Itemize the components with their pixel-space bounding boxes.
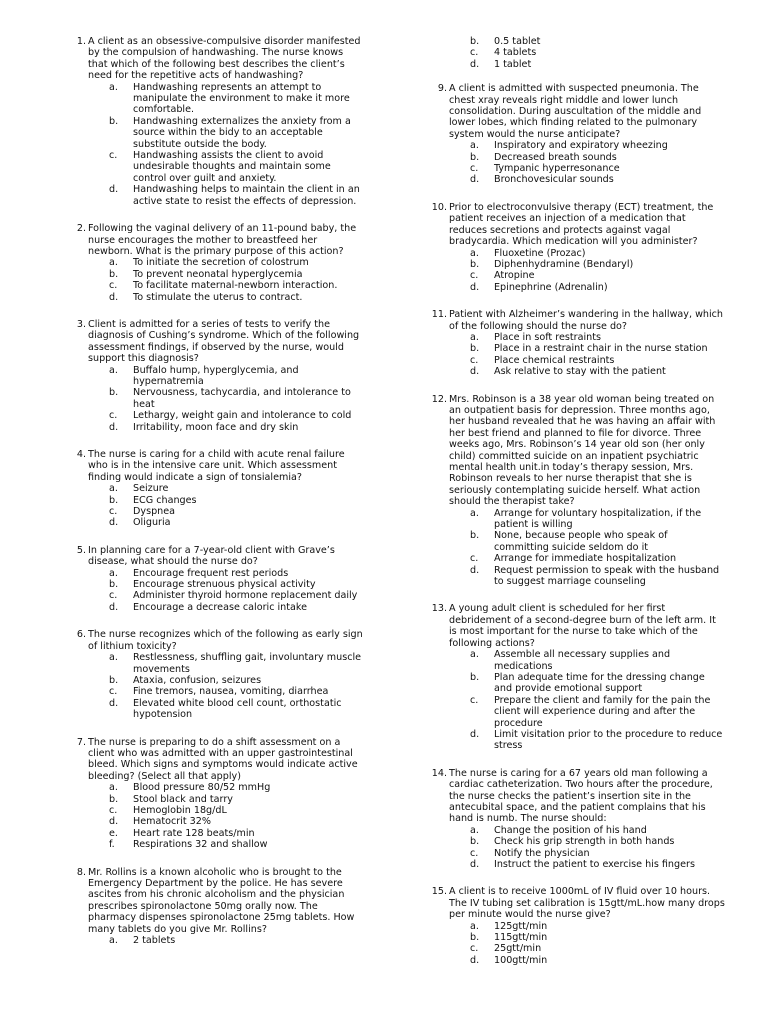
option-text: Stool black and tarry <box>133 793 233 805</box>
option-text: Encourage strenuous physical activity <box>133 579 316 591</box>
option-text: Hematocrit 32% <box>133 816 211 828</box>
answer-option <box>449 282 725 293</box>
option-text: Epinephrine (Adrenalin) <box>494 281 608 293</box>
answer-options <box>449 508 725 588</box>
option-letter: c. <box>109 150 118 162</box>
question-stem: The nurse is caring for a child with acute renal failure who is in the intensive care unit. Which assessment finding would indicate a sign of tonsialemia? <box>88 449 345 483</box>
option-letter: b. <box>109 579 119 591</box>
option-letter: a. <box>470 247 479 259</box>
answer-option <box>88 686 364 697</box>
answer-option <box>449 47 725 58</box>
answer-option <box>449 848 725 859</box>
option-letter: b. <box>470 258 480 270</box>
answer-option <box>88 292 364 303</box>
option-letter: d. <box>470 564 480 576</box>
question-item <box>64 629 364 720</box>
option-text: Decreased breath sounds <box>494 151 617 163</box>
answer-option <box>88 506 364 517</box>
question-stem: The nurse recognizes which of the following as early sign of lithium toxicity? <box>88 629 363 652</box>
option-text: Notify the physician <box>494 847 590 859</box>
option-letter: d. <box>470 174 480 186</box>
answer-options <box>449 140 725 186</box>
option-letter: b. <box>109 268 119 280</box>
option-text: Plan adequate time for the dressing change and provide emotional support <box>494 671 705 695</box>
question-item <box>64 319 364 433</box>
question-item <box>425 309 725 377</box>
answer-option <box>88 280 364 291</box>
option-text: Inspiratory and expiratory wheezing <box>494 140 668 152</box>
option-letter: a. <box>470 824 479 836</box>
option-letter: a. <box>470 920 479 932</box>
option-letter: c. <box>109 506 118 518</box>
answer-option <box>88 590 364 601</box>
question-number: 1. <box>76 36 86 47</box>
option-letter: b. <box>470 932 480 944</box>
option-text: Fine tremors, nausea, vomiting, diarrhea <box>133 686 329 698</box>
option-letter: d. <box>470 859 480 870</box>
answer-options <box>88 782 364 850</box>
option-text: Arrange for immediate hospitalization <box>494 553 677 565</box>
option-letter: c. <box>109 804 118 816</box>
answer-option <box>449 163 725 174</box>
option-letter: b. <box>109 387 119 399</box>
option-letter: b. <box>109 793 119 805</box>
option-text: Assemble all necessary supplies and medications <box>494 649 671 672</box>
answer-options <box>449 36 725 70</box>
question-number: 7. <box>76 736 86 748</box>
option-letter: e. <box>109 827 118 839</box>
question-item <box>64 449 364 529</box>
option-text: 4 tablets <box>494 47 537 59</box>
option-letter: b. <box>109 494 119 506</box>
option-letter: d. <box>109 816 119 828</box>
answer-option <box>449 565 725 588</box>
option-text: 115gtt/min <box>494 932 548 944</box>
answer-option <box>449 649 725 672</box>
option-letter: a. <box>470 507 479 519</box>
option-letter: a. <box>109 567 118 579</box>
answer-options <box>449 649 725 752</box>
option-text: Tympanic hyperresonance <box>494 163 620 175</box>
option-text: Handwashing represents an attempt to manipulate the environment to make it more comfortable. <box>133 81 350 116</box>
question-stem: In planning care for a 7-year-old client with Grave’s disease, what should the nurse do? <box>88 544 335 568</box>
answer-option <box>88 805 364 816</box>
option-letter: d. <box>109 184 119 196</box>
option-letter: c. <box>109 686 118 698</box>
question-stem: A client is admitted with suspected pneumonia. The chest xray reveals right middle and lower lunch consolidation. During auscultation of the middle and lower lobes, which finding related to the pulmonary system would the nurse anticipate? <box>449 83 702 140</box>
question-stem: Patient with Alzheimer’s wandering in the hallway, which of the following should the nurse do? <box>449 309 724 332</box>
question-stem: Following the vaginal delivery of an 11-pound baby, the nurse encourages the mother to breastfeed her newborn. What is the primary purpose of this action? <box>88 223 357 257</box>
option-letter: c. <box>109 410 118 422</box>
option-text: To initiate the secretion of colostrum <box>133 257 309 269</box>
question-stem: A young adult client is scheduled for her first debridement of a second-degree burn of the left arm. It is most important for the nurse to take which of the following actions? <box>449 603 716 649</box>
option-letter: c. <box>109 590 118 602</box>
option-text: Heart rate 128 beats/min <box>133 827 255 839</box>
option-letter: b. <box>109 115 119 127</box>
question-item <box>64 223 364 303</box>
option-text: Restlessness, shuffling gait, involuntary muscle movements <box>133 652 362 675</box>
option-letter: c. <box>470 354 479 366</box>
option-text: Place in soft restraints <box>494 331 601 343</box>
answer-option <box>88 579 364 590</box>
question-item <box>64 36 364 207</box>
answer-options <box>449 332 725 378</box>
answer-options <box>88 365 364 433</box>
option-text: Administer thyroid hormone replacement daily <box>133 590 358 602</box>
answer-option <box>449 36 725 47</box>
question-item <box>425 603 725 751</box>
option-text: Ask relative to stay with the patient <box>494 366 666 378</box>
answer-option <box>88 483 364 494</box>
option-text: Encourage a decrease caloric intake <box>133 601 308 613</box>
option-text: None, because people who speak of committing suicide seldom do it <box>494 530 668 553</box>
option-letter: c. <box>470 694 479 706</box>
option-letter: d. <box>470 366 480 378</box>
option-text: Hemoglobin 18g/dL <box>133 804 227 816</box>
option-text: Nervousness, tachycardia, and intolerance to heat <box>133 387 351 410</box>
question-number: 2. <box>76 223 86 235</box>
option-letter: c. <box>470 847 479 859</box>
answer-options <box>88 483 364 529</box>
answer-option <box>449 553 725 564</box>
question-stem: The nurse is caring for a 67 years old man following a cardiac catheterization. Two hours after the procedure, the nurse checks the patient’s insertion site in the antecubital space, and the patient complains that his hand is numb. The nurse should: <box>449 767 713 825</box>
answer-options <box>449 921 725 967</box>
answer-option <box>449 921 725 932</box>
option-text: Fluoxetine (Prozac) <box>494 247 586 259</box>
option-letter: a. <box>109 257 118 269</box>
question-stem: A client as an obsessive-compulsive disorder manifested by the compulsion of handwashing. The nurse knows that which of the following best describes the client’s need for the repetitive acts of handwashing? <box>88 36 361 82</box>
option-text: 25gtt/min <box>494 943 542 955</box>
answer-option <box>449 59 725 70</box>
option-text: Limit visitation prior to the procedure to reduce stress <box>494 728 723 752</box>
question-stem: The nurse is preparing to do a shift assessment on a client who was admitted with an upper gastrointestinal bleed. Which signs and symptoms would indicate active bleeding? (Select all that apply) <box>88 736 358 782</box>
option-text: Bronchovesicular sounds <box>494 174 614 186</box>
question-number: 5. <box>76 544 86 556</box>
option-text: Blood pressure 80/52 mmHg <box>133 782 271 794</box>
option-letter: a. <box>470 331 479 343</box>
option-text: Place in a restraint chair in the nurse station <box>494 343 708 355</box>
option-letter: d. <box>109 697 119 709</box>
option-letter: d. <box>470 58 480 70</box>
option-letter: c. <box>470 47 479 59</box>
question-number: 10. <box>431 201 447 213</box>
answer-option <box>88 422 364 433</box>
option-letter: b. <box>470 36 480 47</box>
question-stem: Mrs. Robinson is a 38 year old woman being treated on an outpatient basis for depression. Three months ago, her husband revealed that he was having an affair with her best friend and planned to file for divorce. Three weeks ago, Mrs. Robinson’s 14 year old son (her only child) committed suicide on an inpatient psychiatric mental health unit.in today’s therapy session, Mrs. Robinson reveals to her nurse therapist that she is seriously contemplating suicide herself. What action should the therapist take? <box>449 393 716 508</box>
question-item <box>425 394 725 588</box>
answer-option <box>449 140 725 151</box>
option-text: To stimulate the uterus to contract. <box>133 291 303 303</box>
answer-option <box>88 150 364 184</box>
answer-option <box>88 387 364 410</box>
option-text: 100gtt/min <box>494 954 548 966</box>
question-number: 13. <box>431 603 447 615</box>
answer-option <box>449 270 725 281</box>
answer-option <box>449 174 725 185</box>
question-number: 3. <box>76 318 86 330</box>
option-text: 125gtt/min <box>494 920 548 932</box>
answer-option <box>449 943 725 954</box>
answer-options <box>88 257 364 303</box>
question-number: 11. <box>431 309 447 321</box>
question-item <box>64 545 364 613</box>
answer-options <box>449 825 725 871</box>
option-letter: d. <box>470 954 480 966</box>
option-text: 2 tablets <box>133 935 176 947</box>
question-stem: Prior to electroconvulsive therapy (ECT) treatment, the patient receives an injection of a medication that reduces secretions and protects against vagal bradycardia. Which medication will you administer? <box>449 201 714 248</box>
question-8-continued <box>425 36 725 70</box>
option-text: To prevent neonatal hyperglycemia <box>133 268 303 280</box>
answer-option <box>449 859 725 870</box>
option-letter: d. <box>109 517 119 529</box>
option-text: Handwashing assists the client to avoid undesirable thoughts and maintain some control over guilt and anxiety. <box>133 150 331 184</box>
option-text: Handwashing externalizes the anxiety from a source within the bidy to an acceptable substitute outside the body. <box>133 115 351 150</box>
question-stem: A client is to receive 1000mL of IV fluid over 10 hours. The IV tubing set calibration is 15gtt/mL.how many drops per minute would the nurse give? <box>449 886 725 921</box>
question-number: 12. <box>431 393 447 405</box>
answer-option <box>449 729 725 752</box>
option-letter: d. <box>109 421 119 433</box>
option-text: ECG changes <box>133 494 197 506</box>
question-number: 6. <box>76 629 86 641</box>
option-text: Instruct the patient to exercise his fingers <box>494 859 695 870</box>
option-letter: a. <box>109 935 118 947</box>
question-number: 15. <box>431 886 447 898</box>
option-letter: a. <box>109 782 118 794</box>
answer-option <box>88 568 364 579</box>
option-text: Place chemical restraints <box>494 354 615 366</box>
answer-option <box>88 816 364 827</box>
answer-option <box>88 365 364 388</box>
option-letter: b. <box>470 671 480 683</box>
option-text: 1 tablet <box>494 58 532 70</box>
option-text: 0.5 tablet <box>494 36 541 47</box>
option-letter: d. <box>470 728 480 740</box>
option-text: Change the position of his hand <box>494 824 647 836</box>
answer-options <box>88 568 364 614</box>
answer-option <box>449 355 725 366</box>
answer-option <box>449 248 725 259</box>
answer-option <box>449 152 725 163</box>
option-letter: a. <box>109 483 118 495</box>
answer-option <box>88 652 364 675</box>
question-number: 8. <box>76 866 86 878</box>
answer-option <box>449 530 725 553</box>
answer-option <box>449 955 725 966</box>
answer-option <box>449 343 725 354</box>
left-column <box>64 36 364 962</box>
option-text: Respirations 32 and shallow <box>133 839 268 851</box>
option-text: Elevated white blood cell count, orthostatic hypotension <box>133 697 342 721</box>
option-letter: b. <box>470 836 480 848</box>
option-letter: f. <box>109 839 115 851</box>
option-letter: c. <box>109 280 118 292</box>
option-letter: b. <box>470 530 480 542</box>
answer-option <box>88 82 364 116</box>
option-text: Ataxia, confusion, seizures <box>133 674 262 686</box>
question-item <box>425 202 725 293</box>
question-number: 14. <box>431 767 447 779</box>
option-text: Oliguria <box>133 517 171 529</box>
option-letter: a. <box>470 649 479 661</box>
answer-options <box>88 82 364 207</box>
answer-option <box>88 495 364 506</box>
answer-options <box>88 935 364 946</box>
answer-option <box>88 184 364 207</box>
answer-options <box>88 652 364 720</box>
option-text: Seizure <box>133 483 169 495</box>
answer-option <box>88 517 364 528</box>
option-letter: d. <box>109 291 119 303</box>
question-stem: Client is admitted for a series of tests to verify the diagnosis of Cushing’s syndrome. Which of the following assessment findings, if observed by the nurse, would support this diagnosis? <box>88 318 360 365</box>
answer-option <box>88 935 364 946</box>
answer-option <box>449 695 725 729</box>
question-number: 9. <box>437 83 447 95</box>
option-letter: a. <box>109 364 118 376</box>
question-item <box>425 886 725 966</box>
answer-options <box>449 248 725 294</box>
option-text: Irritability, moon face and dry skin <box>133 421 299 433</box>
answer-option <box>88 675 364 686</box>
option-letter: d. <box>470 281 480 293</box>
answer-option <box>449 508 725 531</box>
answer-option <box>88 839 364 850</box>
option-text: Arrange for voluntary hospitalization, if the patient is willing <box>494 507 702 531</box>
option-letter: c. <box>470 943 479 955</box>
option-text: Dyspnea <box>133 506 176 518</box>
option-letter: c. <box>470 553 479 565</box>
option-text: Request permission to speak with the husband to suggest marriage counseling <box>494 564 720 588</box>
question-stem: Mr. Rollins is a known alcoholic who is brought to the Emergency Department by the police. He has severe ascites from his chronic alcoholism and the physician prescribes spironolactone 50mg orally now. The pharmacy dispenses spironolactone 25mg tablets. How many tablets do you give Mr. Rollins? <box>88 866 355 935</box>
question-item <box>425 768 725 871</box>
question-item <box>64 867 364 947</box>
question-item <box>425 83 725 186</box>
answer-option <box>449 366 725 377</box>
answer-option <box>449 836 725 847</box>
answer-option <box>449 932 725 943</box>
option-text: Prepare the client and family for the pain the client will experience during and after the procedure <box>494 694 711 729</box>
option-text: To facilitate maternal-newborn interaction. <box>133 280 338 292</box>
option-letter: a. <box>109 652 118 664</box>
option-text: Handwashing helps to maintain the client in an active state to resist the effects of depression. <box>133 184 360 207</box>
answer-option <box>449 332 725 343</box>
question-number: 4. <box>76 449 86 460</box>
option-letter: b. <box>109 674 119 686</box>
option-text: Atropine <box>494 270 535 282</box>
option-text: Diphenhydramine (Bendaryl) <box>494 258 634 270</box>
answer-option <box>88 257 364 268</box>
option-letter: c. <box>470 163 479 175</box>
answer-option <box>449 259 725 270</box>
option-text: Encourage frequent rest periods <box>133 567 289 579</box>
answer-option <box>449 672 725 695</box>
option-letter: a. <box>109 81 118 93</box>
question-item <box>64 737 364 851</box>
answer-option <box>88 410 364 421</box>
answer-option <box>88 602 364 613</box>
answer-option <box>88 794 364 805</box>
answer-option <box>88 782 364 793</box>
answer-option <box>88 116 364 150</box>
answer-option <box>88 269 364 280</box>
right-column <box>425 36 725 982</box>
option-letter: b. <box>470 343 480 355</box>
option-text: Lethargy, weight gain and intolerance to cold <box>133 410 352 422</box>
option-letter: c. <box>470 270 479 282</box>
option-text: Check his grip strength in both hands <box>494 836 675 848</box>
option-text: Buffalo hump, hyperglycemia, and hypernatremia <box>133 364 299 387</box>
option-letter: a. <box>470 140 479 152</box>
answer-option <box>88 828 364 839</box>
answer-option <box>449 825 725 836</box>
answer-option <box>88 698 364 721</box>
option-letter: b. <box>470 151 480 163</box>
option-letter: d. <box>109 601 119 613</box>
